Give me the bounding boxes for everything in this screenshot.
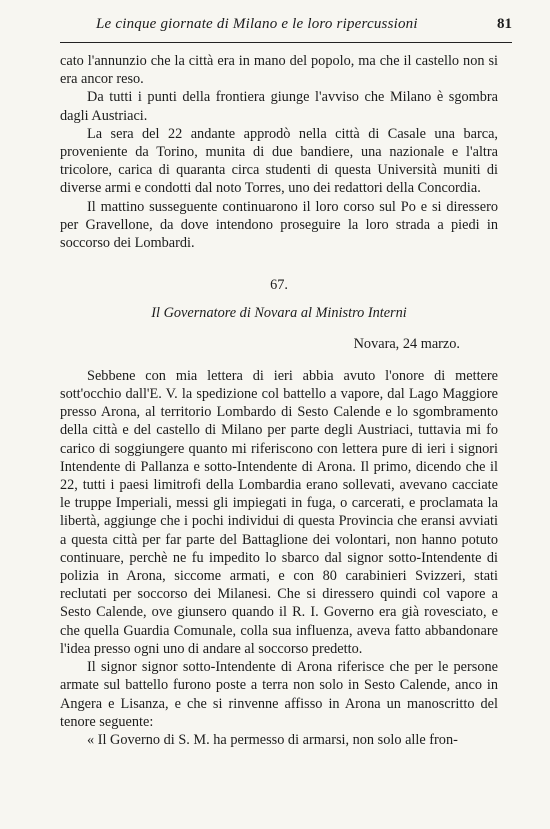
document-title: Il Governatore di Novara al Ministro Interni: [151, 305, 407, 322]
page-body: [60, 52, 498, 749]
document-number: 67.: [270, 277, 288, 294]
paragraph: Il signor signor sotto-Intendente di Arona riferisce che per le persone armate sul battello furono poste a terra non solo in Sesto Calende, anco in Angera e Lisanza, e che si rinvenne affisso in Arona un manoscritto del tenore seguente:: [60, 659, 498, 730]
running-title: Le cinque giornate di Milano e le loro ripercussioni: [96, 16, 418, 32]
paragraph: Il mattino susseguente continuarono il loro corso sul Po e si diressero per Gravellone, da dove intendono proseguire la loro strada a piedi in soccorso dei Lombardi.: [60, 198, 498, 252]
paragraph: Sebbene con mia lettera di ieri abbia avuto l'onore di mettere sott'occhio dall'E. V. la spedizione col battello a vapore, dal Lago Maggiore presso Arona, al territorio Lombardo di Sesto Calende e lo sgombramento della città e del castello di Milano per parte degli Austriaci, tuttavia mi fo carico di soggiungere quanto mi riferiscono con lettera pure di ieri i signori Intendente di Pallanza e sotto-Intendente di Arona. Il primo, dicendo che il 22, tutti i paesi limitrofi della Lombardia erano sollevati, avevano cacciate le truppe Imperiali, messi gli impiegati in fuga, o carcerati, e proclamata la libertà, aggiunge che i pochi individui di questa Provincia che eransi avviati a questa città per far parte del Battaglione dei volontari, non hanno potuto continuare, perchè ne fu impedito lo sbarco dal signor sotto-Intendente di polizia in Arona, siccome armati, e con 80 carabinieri Svizzeri, stati reclutati per soccorso dei Milanesi. Che si diressero quindi col vapore a Sesto Calende, ove giunsero quando il R. I. Governo era già rovesciato, e che quella Guardia Comunale, colla sua influenza, aveva fatto abbandonare l'idea presso ogni uno di andare al soccorso predetto.: [60, 367, 498, 657]
page-header: [60, 16, 512, 43]
dateline: Novara, 24 marzo.: [353, 335, 460, 352]
page-number: 81: [497, 16, 512, 32]
paragraph: Da tutti i punti della frontiera giunge l'avviso che Milano è sgombra dagli Austriaci.: [60, 89, 498, 124]
paragraph: cato l'annunzio che la città era in mano del popolo, ma che il castello non si era ancor reso.: [60, 53, 498, 88]
paragraph: La sera del 22 andante approdò nella città di Casale una barca, proveniente da Torino, munita di due bandiere, una nazionale e l'altra tricolore, carica di quaranta circa studenti di questa Università muniti di diverse armi e condotti dal noto Torres, uno dei redattori della Concordia.: [60, 125, 498, 197]
paragraph: « Il Governo di S. M. ha permesso di armarsi, non solo alle fron-: [87, 731, 458, 748]
